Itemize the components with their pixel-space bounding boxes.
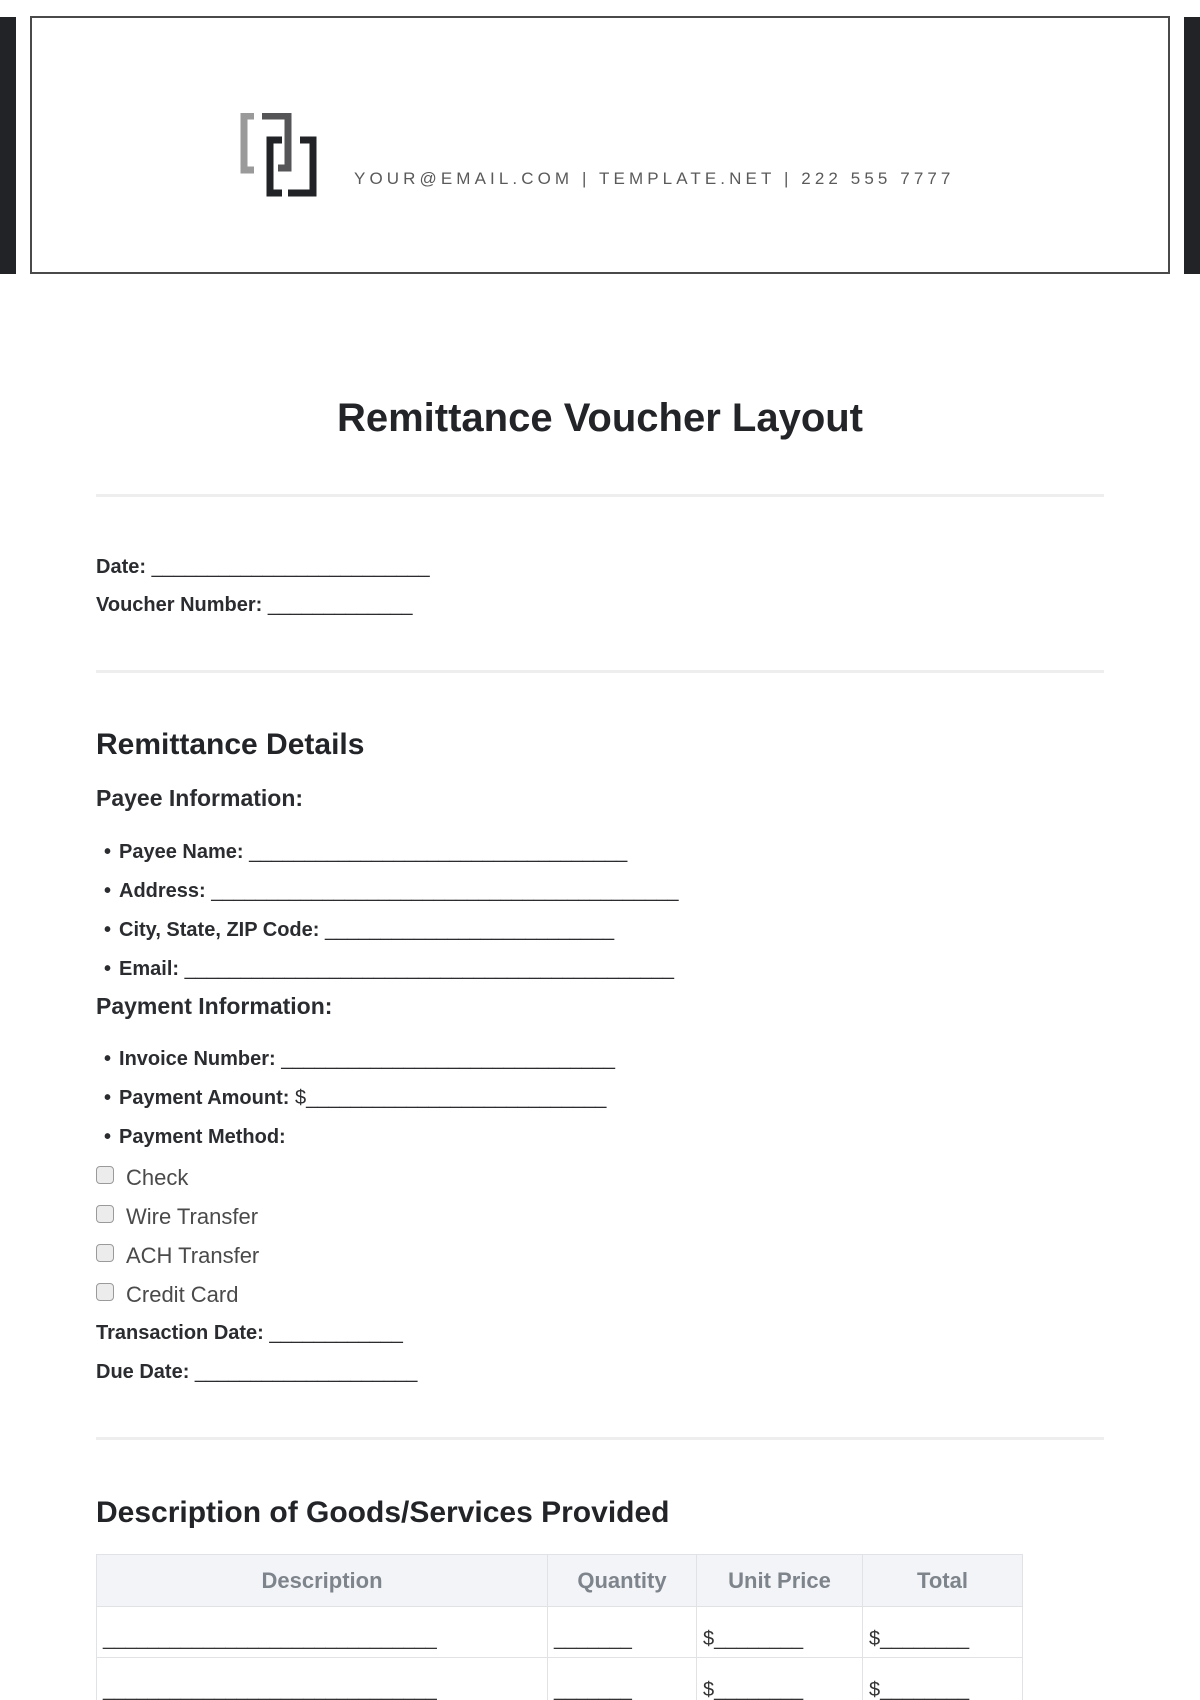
left-edge-bar [0, 17, 16, 274]
bullet-icon: • [104, 1087, 112, 1109]
letterhead-box [30, 16, 1170, 274]
bullet-icon: • [104, 1126, 112, 1148]
contact-line: YOUR@EMAIL.COM | TEMPLATE.NET | 222 555 7777 [354, 169, 955, 188]
column-header-quantity: Quantity [548, 1555, 697, 1607]
payment-method-label: • Payment Method: [104, 1126, 286, 1148]
description-cell[interactable]: ______________________________ [97, 1658, 548, 1700]
payment-method-credit-card[interactable]: Credit Card [96, 1282, 238, 1308]
column-header-unit-price: Unit Price [697, 1555, 863, 1607]
column-header-description: Description [97, 1555, 548, 1607]
payment-information-heading: Payment Information: [96, 993, 333, 1019]
description-cell[interactable]: ______________________________ [97, 1607, 548, 1658]
quantity-cell[interactable]: _______ [548, 1658, 697, 1700]
bullet-icon: • [104, 919, 112, 941]
table-header-row [97, 1555, 1023, 1607]
payment-method-check[interactable]: Check [96, 1165, 188, 1191]
address-field[interactable]: • Address: __________________________________________ [104, 880, 679, 902]
checkbox[interactable] [96, 1205, 114, 1223]
payment-amount-field[interactable]: • Payment Amount: $___________________________ [104, 1087, 607, 1109]
transaction-date-field[interactable]: Transaction Date: ____________ [96, 1322, 403, 1344]
bullet-icon: • [104, 958, 112, 980]
bullet-icon: • [104, 1048, 112, 1070]
divider [96, 494, 1104, 497]
due-date-field[interactable]: Due Date: ____________________ [96, 1361, 418, 1383]
total-cell[interactable]: $________ [863, 1658, 1023, 1700]
unit-price-cell[interactable]: $________ [697, 1658, 863, 1700]
invoice-number-field[interactable]: • Invoice Number: ______________________________ [104, 1048, 615, 1070]
table-row [97, 1607, 1023, 1658]
table-row [97, 1658, 1023, 1700]
page-title: Remittance Voucher Layout [336, 396, 864, 440]
remittance-details-heading: Remittance Details [96, 728, 365, 761]
bullet-icon: • [104, 841, 112, 863]
column-header-total: Total [863, 1555, 1023, 1607]
bullet-icon: • [104, 880, 112, 902]
date-field[interactable]: Date: _________________________ [96, 556, 430, 578]
email-field[interactable]: • Email: ____________________________________________ [104, 958, 675, 980]
goods-services-heading: Description of Goods/Services Provided [96, 1496, 670, 1529]
payment-method-wire-transfer[interactable]: Wire Transfer [96, 1204, 258, 1230]
right-edge-bar [1184, 17, 1200, 274]
payment-method-ach-transfer[interactable]: ACH Transfer [96, 1243, 259, 1269]
divider [96, 1437, 1104, 1440]
total-cell[interactable]: $________ [863, 1607, 1023, 1658]
interlocking-brackets-logo-icon [240, 113, 324, 203]
city-state-zip-field[interactable]: • City, State, ZIP Code: __________________________ [104, 919, 615, 941]
checkbox[interactable] [96, 1244, 114, 1262]
unit-price-cell[interactable]: $________ [697, 1607, 863, 1658]
payee-name-field[interactable]: • Payee Name: __________________________________ [104, 841, 628, 863]
voucher-number-field[interactable]: Voucher Number: _____________ [96, 594, 413, 616]
divider [96, 670, 1104, 673]
checkbox[interactable] [96, 1283, 114, 1301]
payee-information-heading: Payee Information: [96, 785, 304, 811]
quantity-cell[interactable]: _______ [548, 1607, 697, 1658]
checkbox[interactable] [96, 1166, 114, 1184]
goods-services-table [96, 1554, 1023, 1700]
